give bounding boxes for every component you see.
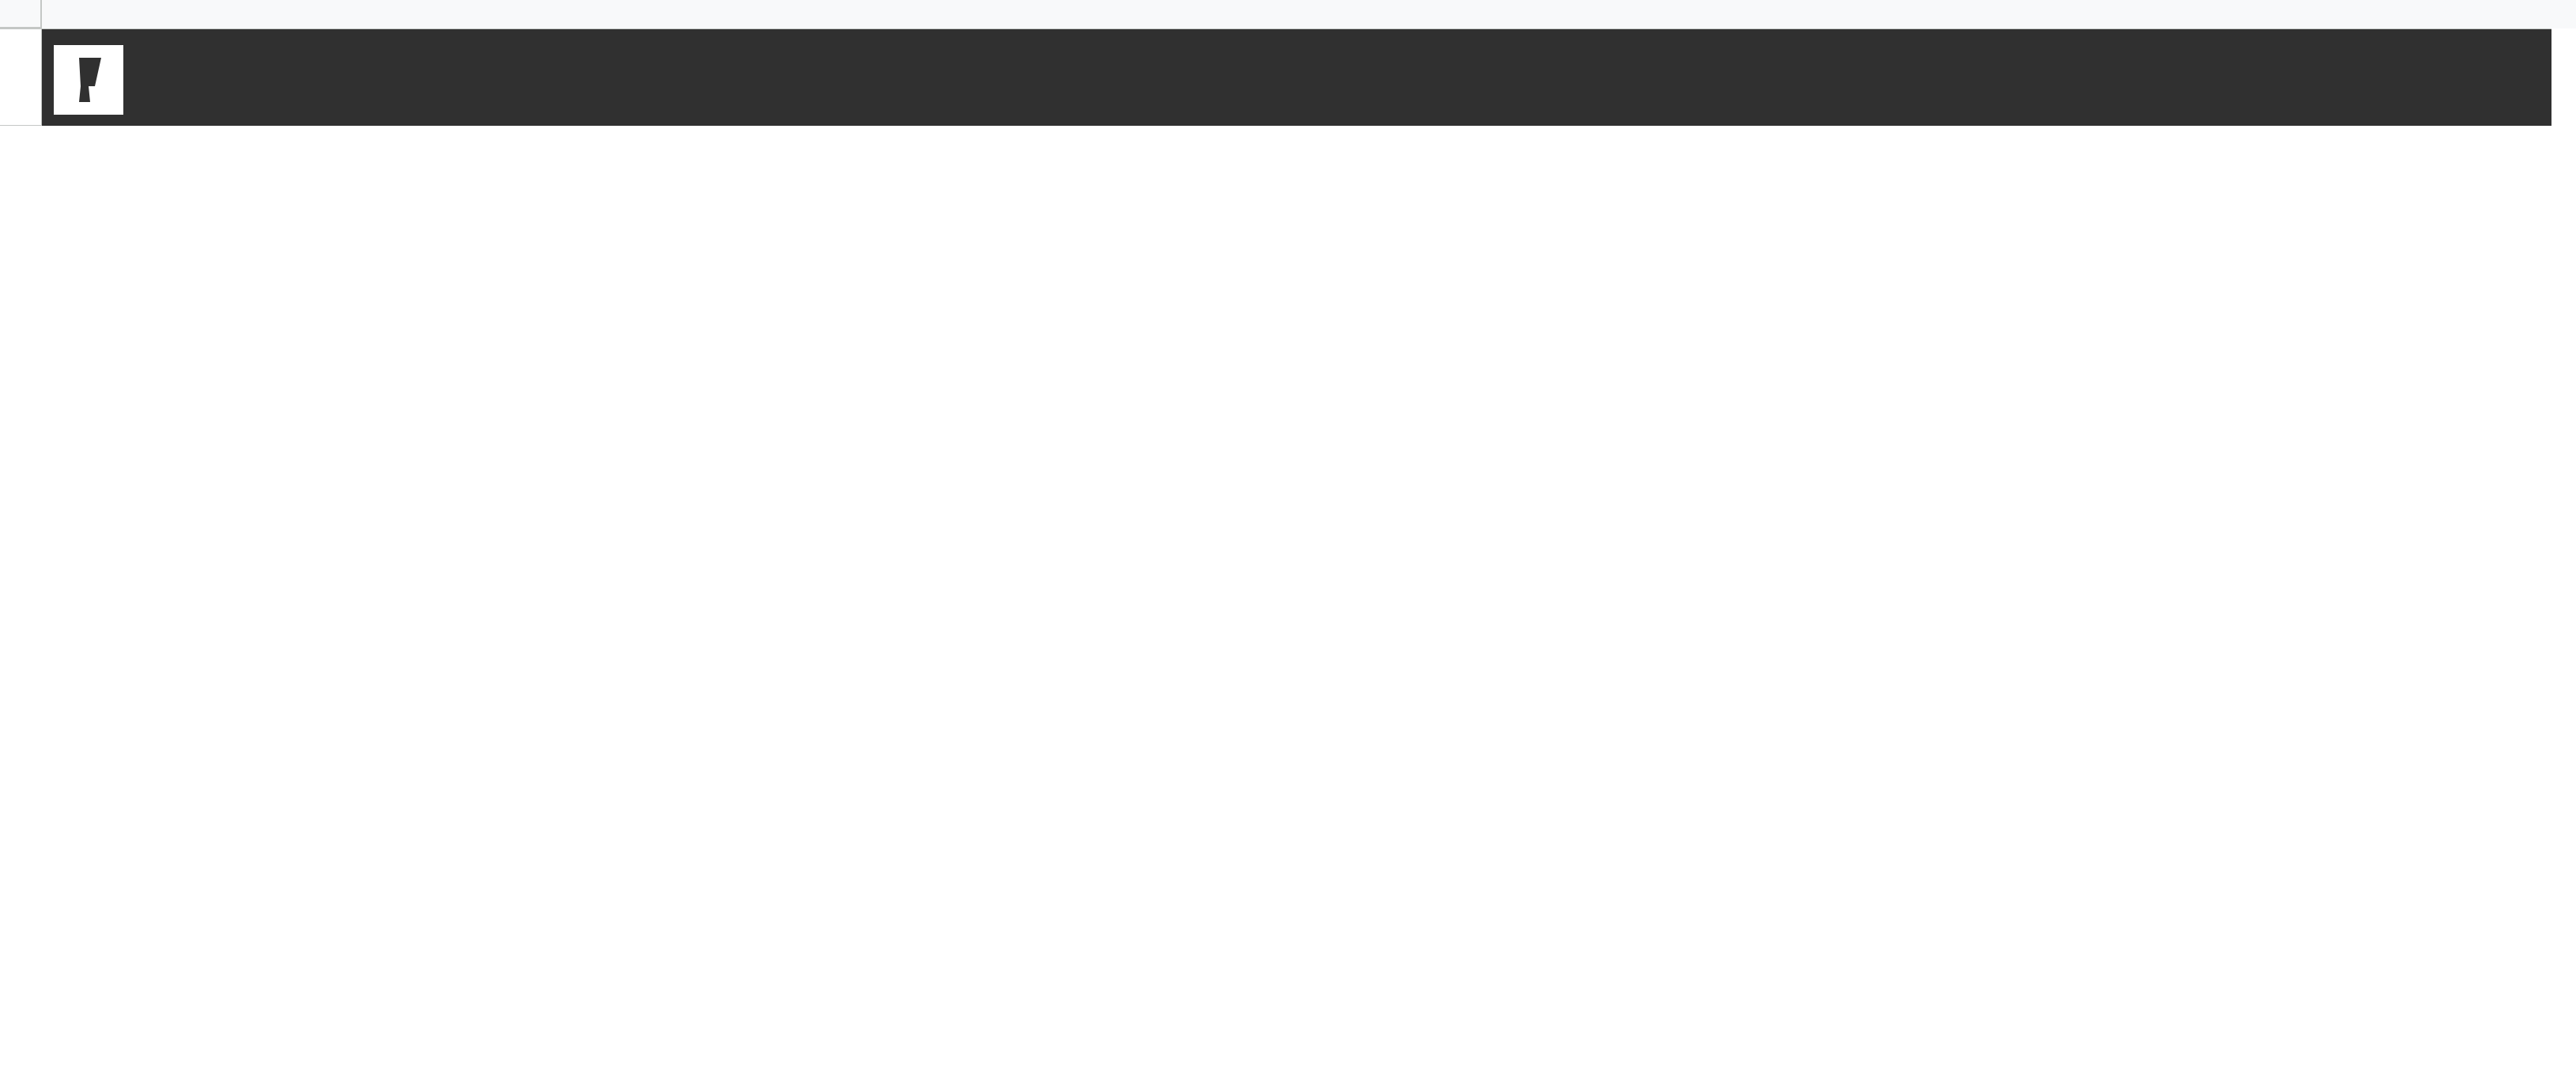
select-all-corner[interactable] xyxy=(0,0,42,28)
header-risk[interactable] xyxy=(604,29,1326,126)
row-header-1[interactable] xyxy=(0,29,42,126)
sheet-right-margin xyxy=(2551,28,2576,1090)
header-score[interactable] xyxy=(1326,29,1425,126)
header-risk-outcome[interactable] xyxy=(1425,29,1585,126)
header-type[interactable] xyxy=(202,29,312,126)
logo-icon xyxy=(73,55,104,105)
header-controls[interactable] xyxy=(1585,29,2551,126)
column-header-bar xyxy=(0,0,2576,29)
header-who-what[interactable] xyxy=(312,29,604,126)
logo xyxy=(54,45,123,115)
